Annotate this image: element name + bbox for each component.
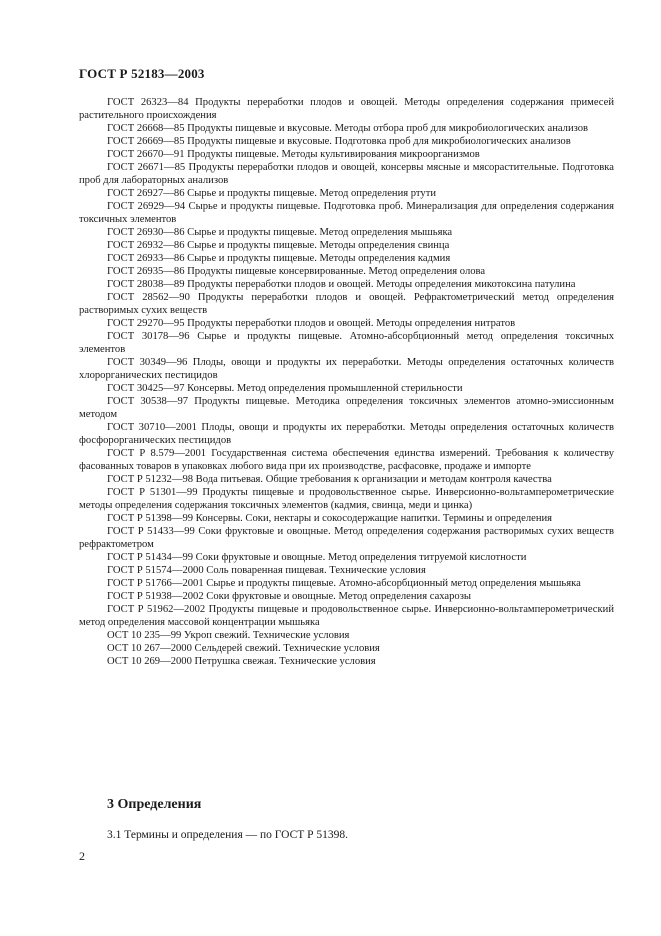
reference-item: ГОСТ 30710—2001 Плоды, овощи и продукты их переработки. Методы определения остаточных количеств фосфорорганических пестицидов — [79, 422, 614, 446]
reference-item: ГОСТ 30425—97 Консервы. Метод определения промышленной стерильности — [107, 383, 463, 394]
reference-item: ГОСТ Р 51301—99 Продукты пищевые и продовольственное сырье. Инверсионно-вольтамперометрические методы определения содержания токсичных элементов (кадмия, свинца, меди и цинка) — [79, 487, 614, 511]
reference-item: ГОСТ 28038—89 Продукты переработки плодов и овощей. Методы определения микотоксина патулина — [107, 279, 576, 290]
reference-item: ГОСТ 29270—95 Продукты переработки плодов и овощей. Методы определения нитратов — [107, 318, 516, 329]
reference-item: ГОСТ 26670—91 Продукты пищевые. Методы культивирования микроорганизмов — [107, 149, 480, 160]
reference-item: ГОСТ Р 51938—2002 Соки фруктовые и овощные. Метод определения сахарозы — [107, 591, 472, 602]
reference-item: ГОСТ 26323—84 Продукты переработки плодов и овощей. Методы определения содержания примесей растительного происхождения — [79, 97, 614, 121]
reference-item: ГОСТ Р 51434—99 Соки фруктовые и овощные. Метод определения титруемой кислотности — [107, 552, 527, 563]
reference-item: ГОСТ 30538—97 Продукты пищевые. Методика определения токсичных элементов атомно-эмиссионным методом — [79, 396, 614, 420]
reference-item: ОСТ 10 235—99 Укроп свежий. Технические условия — [107, 630, 350, 641]
reference-item: ГОСТ Р 51574—2000 Соль поваренная пищевая. Технические условия — [107, 565, 426, 576]
reference-item: ГОСТ 26930—86 Сырье и продукты пищевые. Метод определения мышьяка — [107, 227, 453, 238]
reference-item: ГОСТ 26669—85 Продукты пищевые и вкусовые. Подготовка проб для микробиологических анализов — [107, 136, 571, 147]
reference-item: ГОСТ Р 51433—99 Соки фруктовые и овощные. Метод определения содержания растворимых сухих веществ рефрактометром — [79, 526, 614, 550]
reference-item: ОСТ 10 267—2000 Сельдерей свежий. Технические условия — [107, 643, 380, 654]
reference-item: ГОСТ 26671—85 Продукты переработки плодов и овощей, консервы мясные и мясорастительные. Подготовка проб для лабораторных анализов — [79, 162, 614, 186]
reference-item: ГОСТ 30178—96 Сырье и продукты пищевые. Атомно-абсорбционный метод определения токсичных элементов — [79, 331, 614, 355]
reference-item: ГОСТ 30349—96 Плоды, овощи и продукты их переработки. Методы определения остаточных количеств хлорорганических пестицидов — [79, 357, 614, 381]
reference-item: ГОСТ 26668—85 Продукты пищевые и вкусовые. Методы отбора проб для микробиологических анализов — [107, 123, 589, 134]
reference-item: ГОСТ 26932—86 Сырье и продукты пищевые. Методы определения свинца — [107, 240, 450, 251]
reference-item: ГОСТ Р 51766—2001 Сырье и продукты пищевые. Атомно-абсорбционный метод определения мышьяка — [107, 578, 581, 589]
reference-item: ГОСТ 26935—86 Продукты пищевые консервированные. Метод определения олова — [107, 266, 486, 277]
reference-item: ГОСТ 26927—86 Сырье и продукты пищевые. Метод определения ртути — [107, 188, 437, 199]
section-text: 3.1 Термины и определения — по ГОСТ Р 51398. — [107, 829, 349, 841]
reference-item: ОСТ 10 269—2000 Петрушка свежая. Технические условия — [107, 656, 376, 667]
reference-item: ГОСТ 26929—94 Сырье и продукты пищевые. Подготовка проб. Минерализация для определения содержания токсичных элементов — [79, 201, 614, 225]
normative-references-list — [79, 96, 614, 668]
reference-item: ГОСТ Р 51232—98 Вода питьевая. Общие требования к организации и методам контроля качества — [107, 474, 552, 485]
reference-item: ГОСТ Р 51398—99 Консервы. Соки, нектары и сокосодержащие напитки. Термины и определения — [107, 513, 553, 524]
reference-item: ГОСТ 26933—86 Сырье и продукты пищевые. Методы определения кадмия — [107, 253, 451, 264]
document-header: ГОСТ Р 52183—2003 — [79, 66, 205, 81]
reference-item: ГОСТ Р 51962—2002 Продукты пищевые и продовольственное сырье. Инверсионно-вольтамперометрический метод определения массовой концентрации мышьяка — [79, 604, 614, 628]
section-title: 3 Определения — [107, 797, 202, 812]
reference-item: ГОСТ 28562—90 Продукты переработки плодов и овощей. Рефрактометрический метод определения растворимых сухих веществ — [79, 292, 614, 316]
reference-item: ГОСТ Р 8.579—2001 Государственная система обеспечения единства измерений. Требования к количеству фасованных товаров в упаковках любого вида при их производстве, расфасовке, продаже и импорте — [79, 448, 614, 472]
page-number: 2 — [79, 849, 85, 863]
